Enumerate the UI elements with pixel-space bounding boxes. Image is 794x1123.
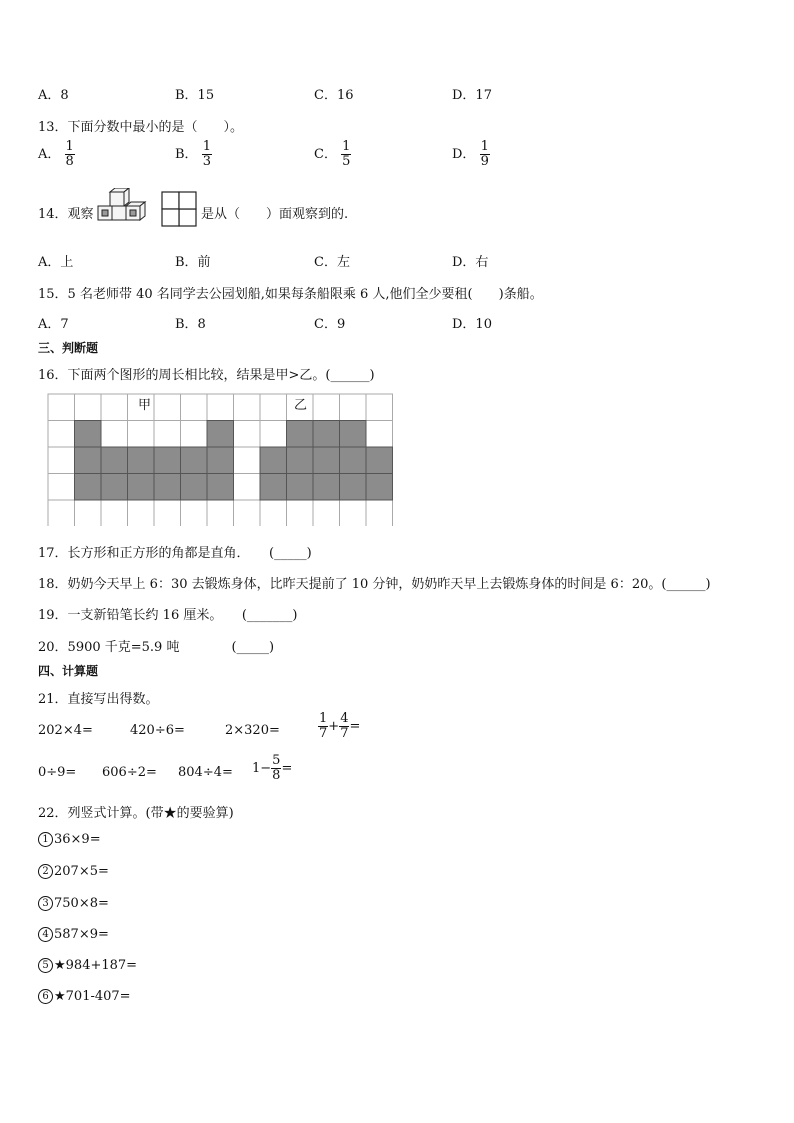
option-label: C． — [314, 147, 337, 162]
grid-cell — [181, 421, 208, 448]
view-square — [162, 192, 179, 209]
shaded-square — [340, 447, 367, 474]
shape-yi-label: 乙 — [294, 398, 308, 413]
circled-number: 6 — [38, 989, 53, 1004]
q14-suffix: 是从（ ）面观察到的. — [201, 207, 349, 222]
q15-option-a: A．7 — [38, 317, 69, 332]
q13-option-c — [314, 140, 351, 169]
fraction — [271, 754, 281, 783]
shaded-square — [75, 447, 102, 474]
denominator: 7 — [340, 726, 349, 741]
whole-minus: 1− — [252, 761, 272, 776]
equals-sign: = — [349, 719, 361, 734]
grid-cell — [48, 394, 75, 421]
circled-number: 3 — [38, 896, 53, 911]
shaded-square — [366, 474, 393, 501]
shaded-square — [313, 474, 340, 501]
shape-jia-label: 甲 — [138, 398, 152, 413]
q22-item-5 — [38, 958, 137, 973]
q13-option-d — [452, 140, 490, 169]
shaded-square — [181, 447, 208, 474]
grid-cell — [234, 421, 261, 448]
grid-cell — [128, 500, 155, 526]
q15-option-d: D．10 — [452, 317, 492, 332]
grid-cell — [154, 394, 181, 421]
grid-cell — [154, 421, 181, 448]
circled-number: 2 — [38, 864, 53, 879]
q21-fraction-sum — [318, 712, 360, 741]
shaded-square — [207, 474, 234, 501]
numerator: 1 — [342, 139, 351, 154]
circled-number: 5 — [38, 958, 53, 973]
shaded-square — [313, 447, 340, 474]
fraction — [318, 712, 328, 741]
view-square — [162, 209, 179, 226]
q17-question: 17．长方形和正方形的角都是直角． (_____) — [38, 546, 312, 561]
fraction — [480, 140, 490, 169]
q12-option-d: D．17 — [452, 88, 492, 103]
fraction — [341, 140, 351, 169]
q22-item-3 — [38, 896, 109, 911]
q19-question: 19．一支新铅笔长约 16 厘米。 (_______) — [38, 608, 298, 623]
grid-cell — [48, 447, 75, 474]
q14-option-b: B．前 — [175, 255, 211, 270]
q22-item-2 — [38, 864, 109, 879]
numerator: 1 — [480, 139, 489, 154]
fraction — [65, 140, 75, 169]
grid-cell — [48, 474, 75, 501]
q12-option-c: C．16 — [314, 88, 354, 103]
shaded-square — [313, 421, 340, 448]
grid-cell — [313, 394, 340, 421]
grid-cell — [366, 421, 393, 448]
q14-option-c: C．左 — [314, 255, 350, 270]
q21-expr-2: 420÷6= — [130, 723, 185, 738]
shaded-square — [340, 421, 367, 448]
q22-item-1 — [38, 832, 101, 847]
denominator: 8 — [272, 768, 281, 783]
grid-cell — [181, 394, 208, 421]
q13-option-b — [175, 140, 212, 169]
shaded-square — [75, 474, 102, 501]
option-label: D． — [452, 147, 476, 162]
q16-question: 16．下面两个图形的周长相比较，结果是甲>乙。(______) — [38, 368, 375, 383]
grid-cell — [234, 474, 261, 501]
q13-question: 13．下面分数中最小的是（ ）。 — [38, 120, 244, 135]
denominator: 8 — [65, 154, 74, 169]
shaded-square — [154, 474, 181, 501]
shaded-square — [207, 421, 234, 448]
cube-face — [110, 192, 124, 206]
q15-option-b: B．8 — [175, 317, 206, 332]
grid-cell — [207, 500, 234, 526]
expression: 207×5= — [54, 864, 109, 879]
option-label: A． — [38, 147, 61, 162]
expression: 750×8= — [54, 896, 109, 911]
q22-item-6 — [38, 989, 131, 1004]
q21-expr-4: 0÷9= — [38, 765, 77, 780]
view-shape-figure — [160, 190, 200, 228]
shaded-square — [101, 447, 128, 474]
q22-item-4 — [38, 927, 109, 942]
fraction — [202, 140, 212, 169]
shaded-square — [128, 447, 155, 474]
grid-cell — [234, 447, 261, 474]
view-square — [179, 209, 196, 226]
q13-option-a — [38, 140, 75, 169]
denominator: 5 — [342, 154, 351, 169]
section-heading-calculation: 四、计算题 — [38, 664, 99, 678]
grid-cell — [75, 394, 102, 421]
view-square — [179, 192, 196, 209]
grid-cell — [260, 394, 287, 421]
grid-cell — [366, 500, 393, 526]
q15-option-c: C．9 — [314, 317, 346, 332]
grid-cell — [181, 500, 208, 526]
grid-cell — [260, 421, 287, 448]
cube-face — [112, 206, 126, 220]
numerator: 1 — [65, 139, 74, 154]
perimeter-grid-figure — [46, 392, 396, 526]
shaded-square — [207, 447, 234, 474]
q21-fraction-sub — [252, 754, 292, 783]
grid-cell — [101, 421, 128, 448]
denominator: 3 — [202, 154, 211, 169]
grid-cell — [154, 500, 181, 526]
grid-cell — [260, 500, 287, 526]
q14-prefix: 14．观察 — [38, 207, 94, 222]
expression: ★984+187= — [54, 958, 138, 973]
grid-cell — [340, 500, 367, 526]
q21-title: 21．直接写出得数。 — [38, 692, 159, 707]
grid-cell — [48, 421, 75, 448]
q22-title: 22．列竖式计算。(带★的要验算) — [38, 806, 234, 821]
shaded-square — [287, 421, 314, 448]
plus-sign: + — [328, 719, 340, 734]
circled-number: 4 — [38, 927, 53, 942]
option-label: B． — [175, 147, 198, 162]
grid-cell — [128, 421, 155, 448]
grid-cell — [48, 500, 75, 526]
section-heading-judgement: 三、判断题 — [38, 341, 99, 355]
numerator: 1 — [202, 139, 211, 154]
grid-cell — [75, 500, 102, 526]
grid-cell — [366, 394, 393, 421]
shaded-square — [260, 447, 287, 474]
shaded-square — [287, 447, 314, 474]
expression: ★701-407= — [54, 989, 131, 1004]
denominator: 9 — [480, 154, 489, 169]
shaded-square — [154, 447, 181, 474]
shaded-square — [128, 474, 155, 501]
fraction — [339, 712, 349, 741]
shaded-square — [75, 421, 102, 448]
numerator: 1 — [319, 711, 328, 726]
q12-option-a: A．8 — [38, 88, 69, 103]
expression: 587×9= — [54, 927, 109, 942]
q21-expr-1: 202×4= — [38, 723, 93, 738]
equals-sign: = — [281, 761, 293, 776]
shaded-square — [181, 474, 208, 501]
grid-cell — [234, 500, 261, 526]
numerator: 4 — [340, 711, 349, 726]
q12-option-b: B．15 — [175, 88, 215, 103]
q21-expr-3: 2×320= — [225, 723, 280, 738]
grid-cell — [313, 500, 340, 526]
expression: 36×9= — [54, 832, 101, 847]
cube-stack-figure — [96, 188, 150, 228]
grid-cell — [287, 500, 314, 526]
q20-question: 20．5900 千克=5.9 吨 (_____) — [38, 640, 275, 655]
q14-option-a: A．上 — [38, 255, 74, 270]
numerator: 5 — [272, 753, 281, 768]
grid-cell — [101, 394, 128, 421]
shaded-square — [101, 474, 128, 501]
shaded-square — [340, 474, 367, 501]
q21-expr-5: 606÷2= — [102, 765, 157, 780]
grid-cell — [207, 394, 234, 421]
q21-expr-6: 804÷4= — [178, 765, 233, 780]
q15-question: 15．5 名老师带 40 名同学去公园划船,如果每条船限乘 6 人,他们全少要租( )条船。 — [38, 287, 543, 302]
grid-cell — [340, 394, 367, 421]
shaded-square — [287, 474, 314, 501]
grid-cell — [101, 500, 128, 526]
grid-cell — [234, 394, 261, 421]
q14-option-d: D．右 — [452, 255, 489, 270]
cube-mark — [102, 210, 108, 216]
cube-mark — [130, 210, 136, 216]
q18-question: 18．奶奶今天早上 6：30 去锻炼身体，比昨天提前了 10 分钟，奶奶昨天早上去锻炼身体的时间是 6：20。(______) — [38, 577, 711, 592]
shaded-square — [260, 474, 287, 501]
shaded-square — [366, 447, 393, 474]
circled-number: 1 — [38, 832, 53, 847]
denominator: 7 — [319, 726, 328, 741]
